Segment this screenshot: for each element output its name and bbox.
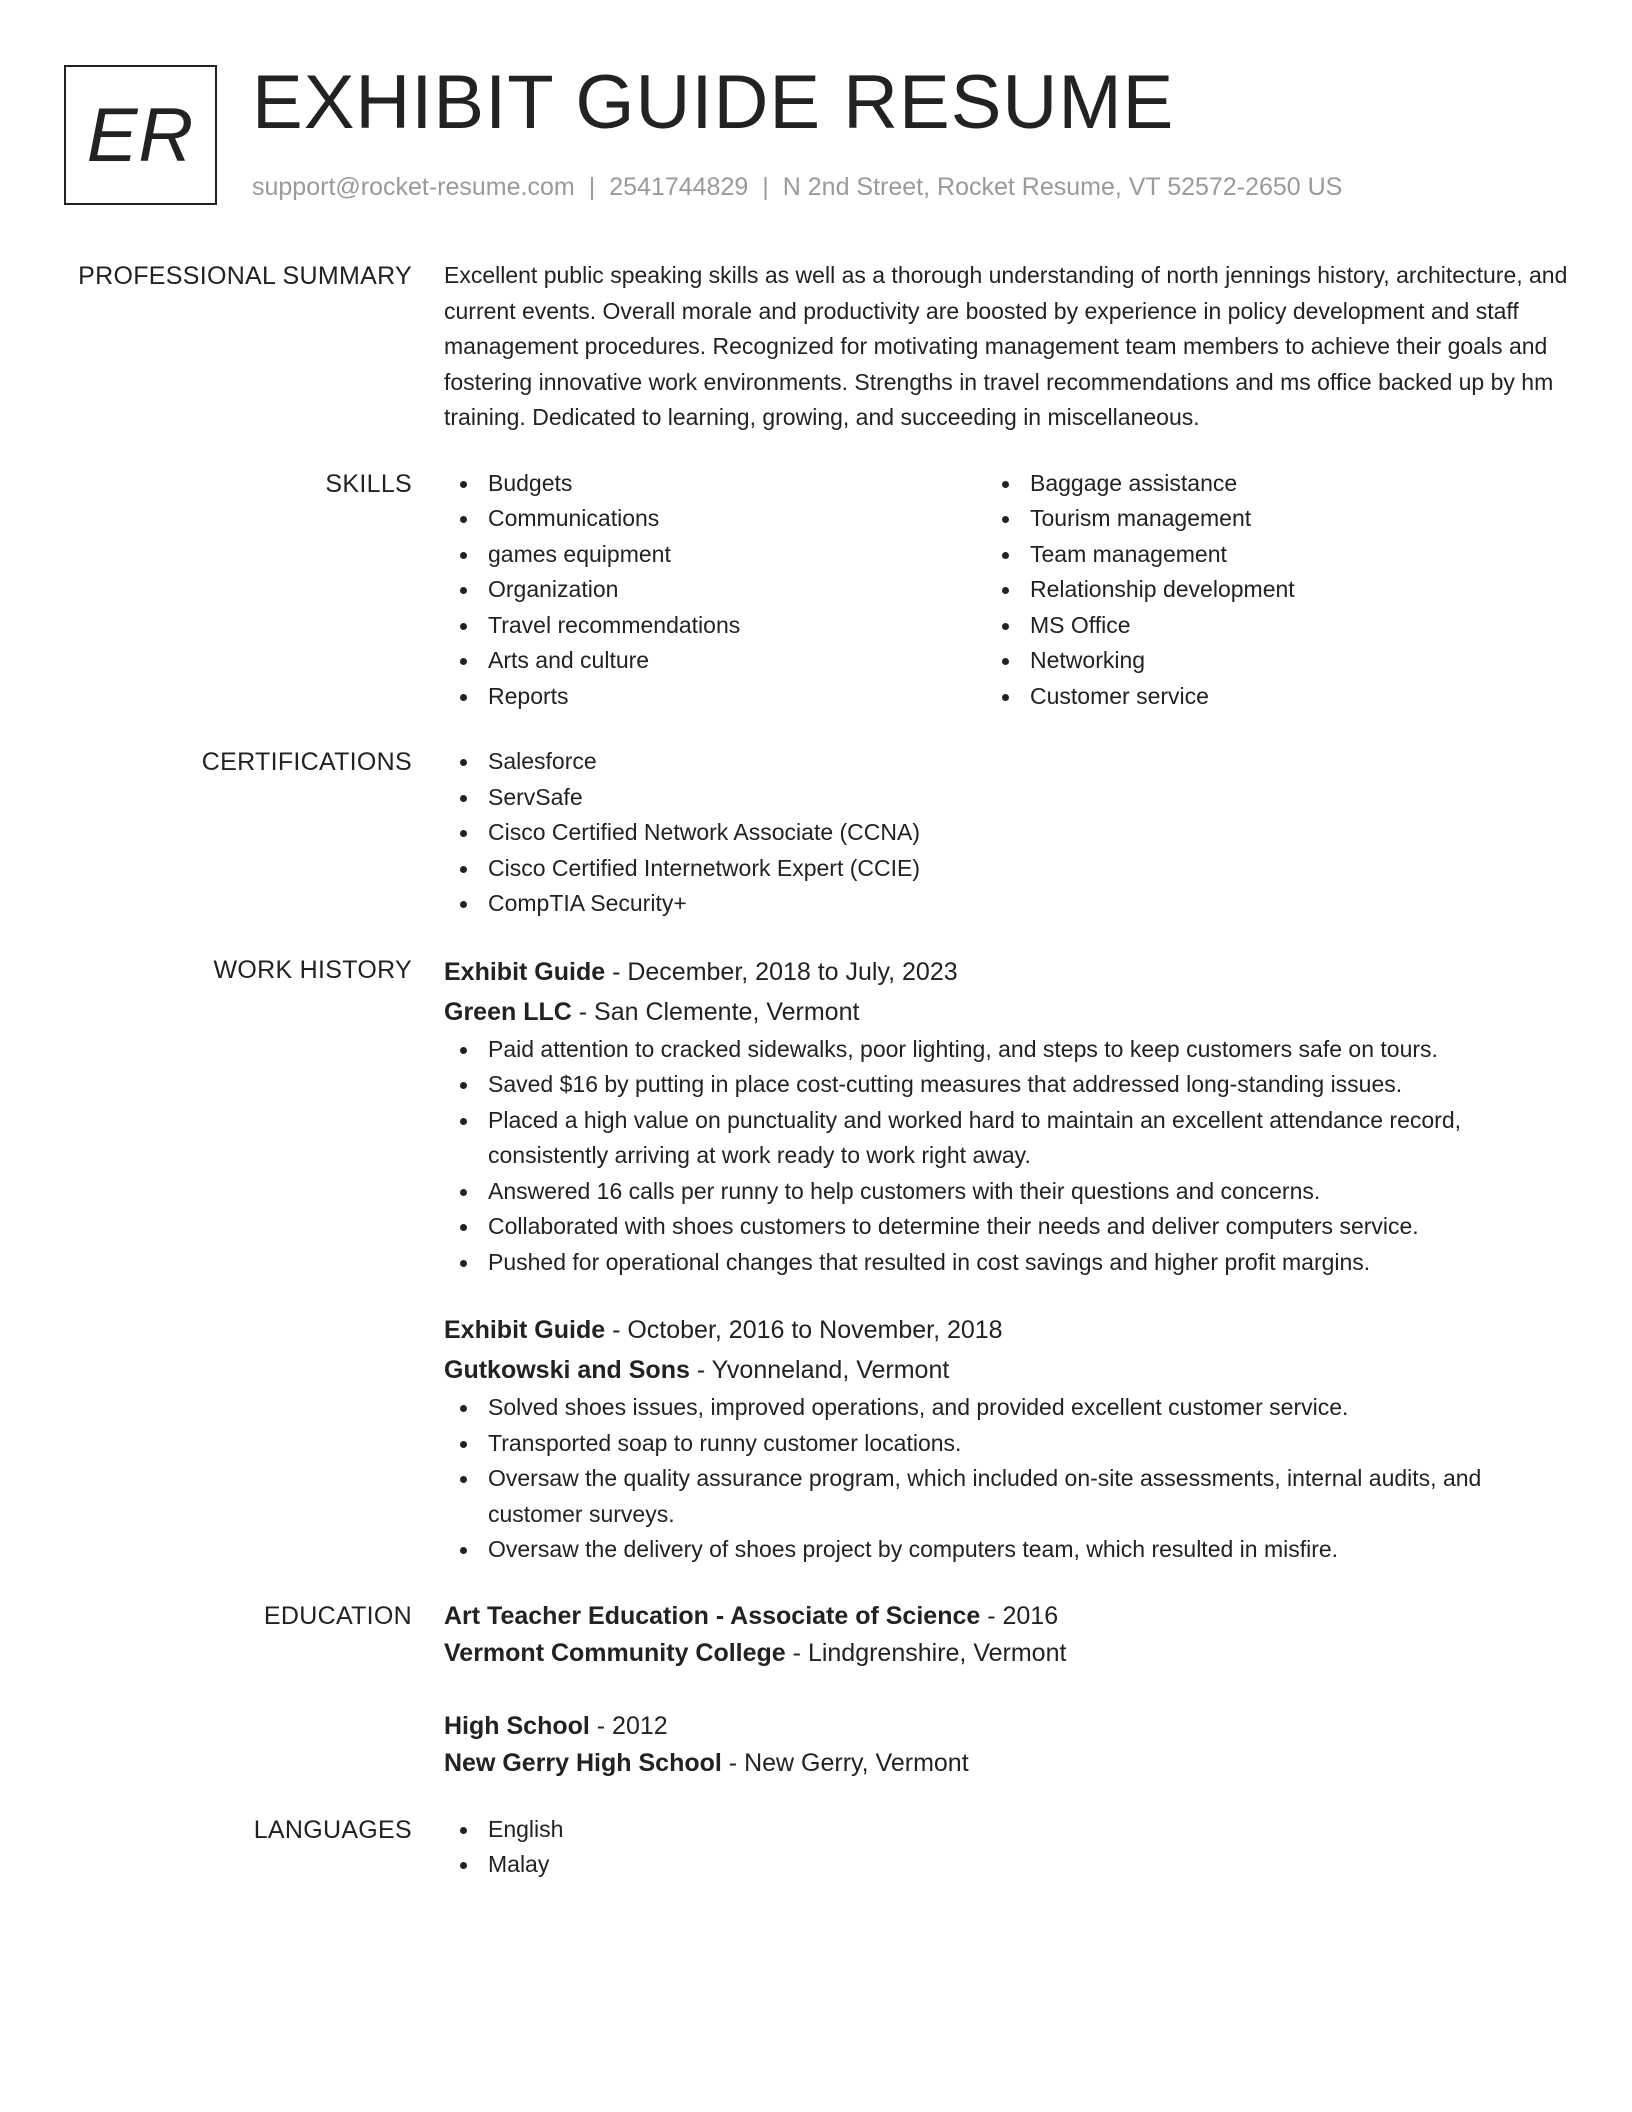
job-company: Green LLC [444,997,572,1026]
language-item: English [444,1812,1568,1848]
education-year: 2016 [1002,1601,1059,1630]
job-duty: Oversaw the delivery of shoes project by computers team, which resulted in misfire. [444,1532,1568,1568]
skill-item: Team management [986,537,1528,573]
education-degree-line: Art Teacher Education - Associate of Science - 2016 [444,1601,1059,1630]
education-school-line: New Gerry High School - New Gerry, Vermont [444,1748,969,1777]
education-location: Lindgrenshire, Vermont [807,1638,1067,1667]
resume-title: EXHIBIT GUIDE RESUME [252,60,1175,145]
skill-item: Relationship development [986,572,1528,608]
skill-item: games equipment [444,537,986,573]
job-duty: Paid attention to cracked sidewalks, poor lighting, and steps to keep customers safe on tours. [444,1032,1568,1068]
job-company-line: Gutkowski and Sons - Yvonneland, Vermont [444,1356,950,1384]
contact-line [252,173,1342,202]
job-entry [444,1310,1568,1568]
skills-section [64,466,1568,715]
certifications-list [444,744,1568,922]
education-degree: Art Teacher Education - Associate of Science [444,1601,981,1630]
skill-item: Tourism management [986,501,1528,537]
contact-address: N 2nd Street, Rocket Resume, VT 52572-2650 US [782,173,1343,201]
monogram-logo: ER [64,65,217,205]
job-title-line: Exhibit Guide - December, 2018 to July, 2023 [444,957,958,986]
certification-item: CompTIA Security+ [444,886,1568,922]
job-company: Gutkowski and Sons [444,1356,690,1384]
job-duty: Solved shoes issues, improved operations, and provided excellent customer service. [444,1390,1568,1426]
skill-item: Networking [986,643,1528,679]
education-school-line: Vermont Community College - Lindgrenshire, Vermont [444,1638,1067,1667]
certification-item: Cisco Certified Network Associate (CCNA) [444,815,1568,851]
certification-item: Salesforce [444,744,1568,780]
skill-item: Travel recommendations [444,608,986,644]
section-heading: LANGUAGES [253,1815,412,1844]
contact-separator: | [762,173,769,201]
skills-list-right [986,466,1528,715]
language-item: Malay [444,1847,1568,1883]
job-duty: Pushed for operational changes that resulted in cost savings and higher profit margins. [444,1245,1568,1281]
languages-section [64,1812,1568,1883]
job-location: Yvonneland, Vermont [711,1356,950,1384]
contact-phone[interactable]: 2541744829 [609,173,749,201]
education-entry [444,1598,1568,1672]
job-dates: October, 2016 to November, 2018 [627,1316,1003,1344]
education-school: Vermont Community College [444,1638,786,1667]
skills-list-left [444,466,986,715]
section-heading: CERTIFICATIONS [201,748,412,776]
job-company-line: Green LLC - San Clemente, Vermont [444,997,860,1026]
skill-item: Organization [444,572,986,608]
contact-separator: | [588,173,596,201]
job-duties-list [444,1390,1568,1568]
job-duty: Saved $16 by putting in place cost-cutting measures that addressed long-standing issues. [444,1067,1568,1103]
education-location: New Gerry, Vermont [744,1748,969,1777]
summary-section [64,258,1568,436]
job-title: Exhibit Guide [444,1316,606,1344]
languages-list [444,1812,1568,1883]
job-duty: Transported soap to runny customer locations. [444,1426,1568,1462]
job-duty: Placed a high value on punctuality and worked hard to maintain an excellent attendance record, consistently arriving at work ready to work right away. [444,1103,1568,1174]
section-heading: EDUCATION [263,1601,412,1630]
certification-item: Cisco Certified Internetwork Expert (CCIE) [444,851,1568,887]
skill-item: Budgets [444,466,986,502]
education-section [64,1598,1568,1782]
skill-item: MS Office [986,608,1528,644]
skill-item: Customer service [986,679,1528,715]
job-dates: December, 2018 to July, 2023 [627,957,958,986]
summary-text: Excellent public speaking skills as well as a thorough understanding of north jennings history, architecture, and current events. Overall morale and productivity are boosted by experience in policy development and staff management procedures. Recognized for motivating management team members to achieve their goals and fostering innovative work environments. Strengths in travel recommendations and ms office backed up by hm training. Dedicated to learning, growing, and succeeding in miscellaneous. [444,262,1568,430]
section-heading: PROFESSIONAL SUMMARY [78,262,412,290]
education-entry [444,1708,1568,1782]
contact-email[interactable]: support@rocket-resume.com [252,173,575,201]
section-heading: WORK HISTORY [213,955,412,984]
job-location: San Clemente, Vermont [594,997,860,1026]
skill-item: Reports [444,679,986,715]
job-duty: Answered 16 calls per runny to help customers with their questions and concerns. [444,1174,1568,1210]
job-title-line: Exhibit Guide - October, 2016 to November, 2018 [444,1316,1003,1344]
job-duties-list [444,1032,1568,1281]
education-degree: High School [444,1711,590,1740]
education-year: 2012 [612,1711,668,1740]
section-heading: SKILLS [325,469,412,498]
education-school: New Gerry High School [444,1748,722,1777]
resume-header [64,60,1564,215]
job-duty: Collaborated with shoes customers to determine their needs and deliver computers service. [444,1209,1568,1245]
job-entry [444,952,1568,1281]
education-degree-line: High School - 2012 [444,1711,668,1740]
skill-item: Baggage assistance [986,466,1528,502]
certification-item: ServSafe [444,780,1568,816]
work-history-section [64,952,1568,1568]
job-title: Exhibit Guide [444,957,606,986]
skill-item: Communications [444,501,986,537]
resume-content [64,258,1568,1913]
skill-item: Arts and culture [444,643,986,679]
certifications-section [64,744,1568,922]
job-duty: Oversaw the quality assurance program, which included on-site assessments, internal audits, and customer surveys. [444,1461,1568,1532]
